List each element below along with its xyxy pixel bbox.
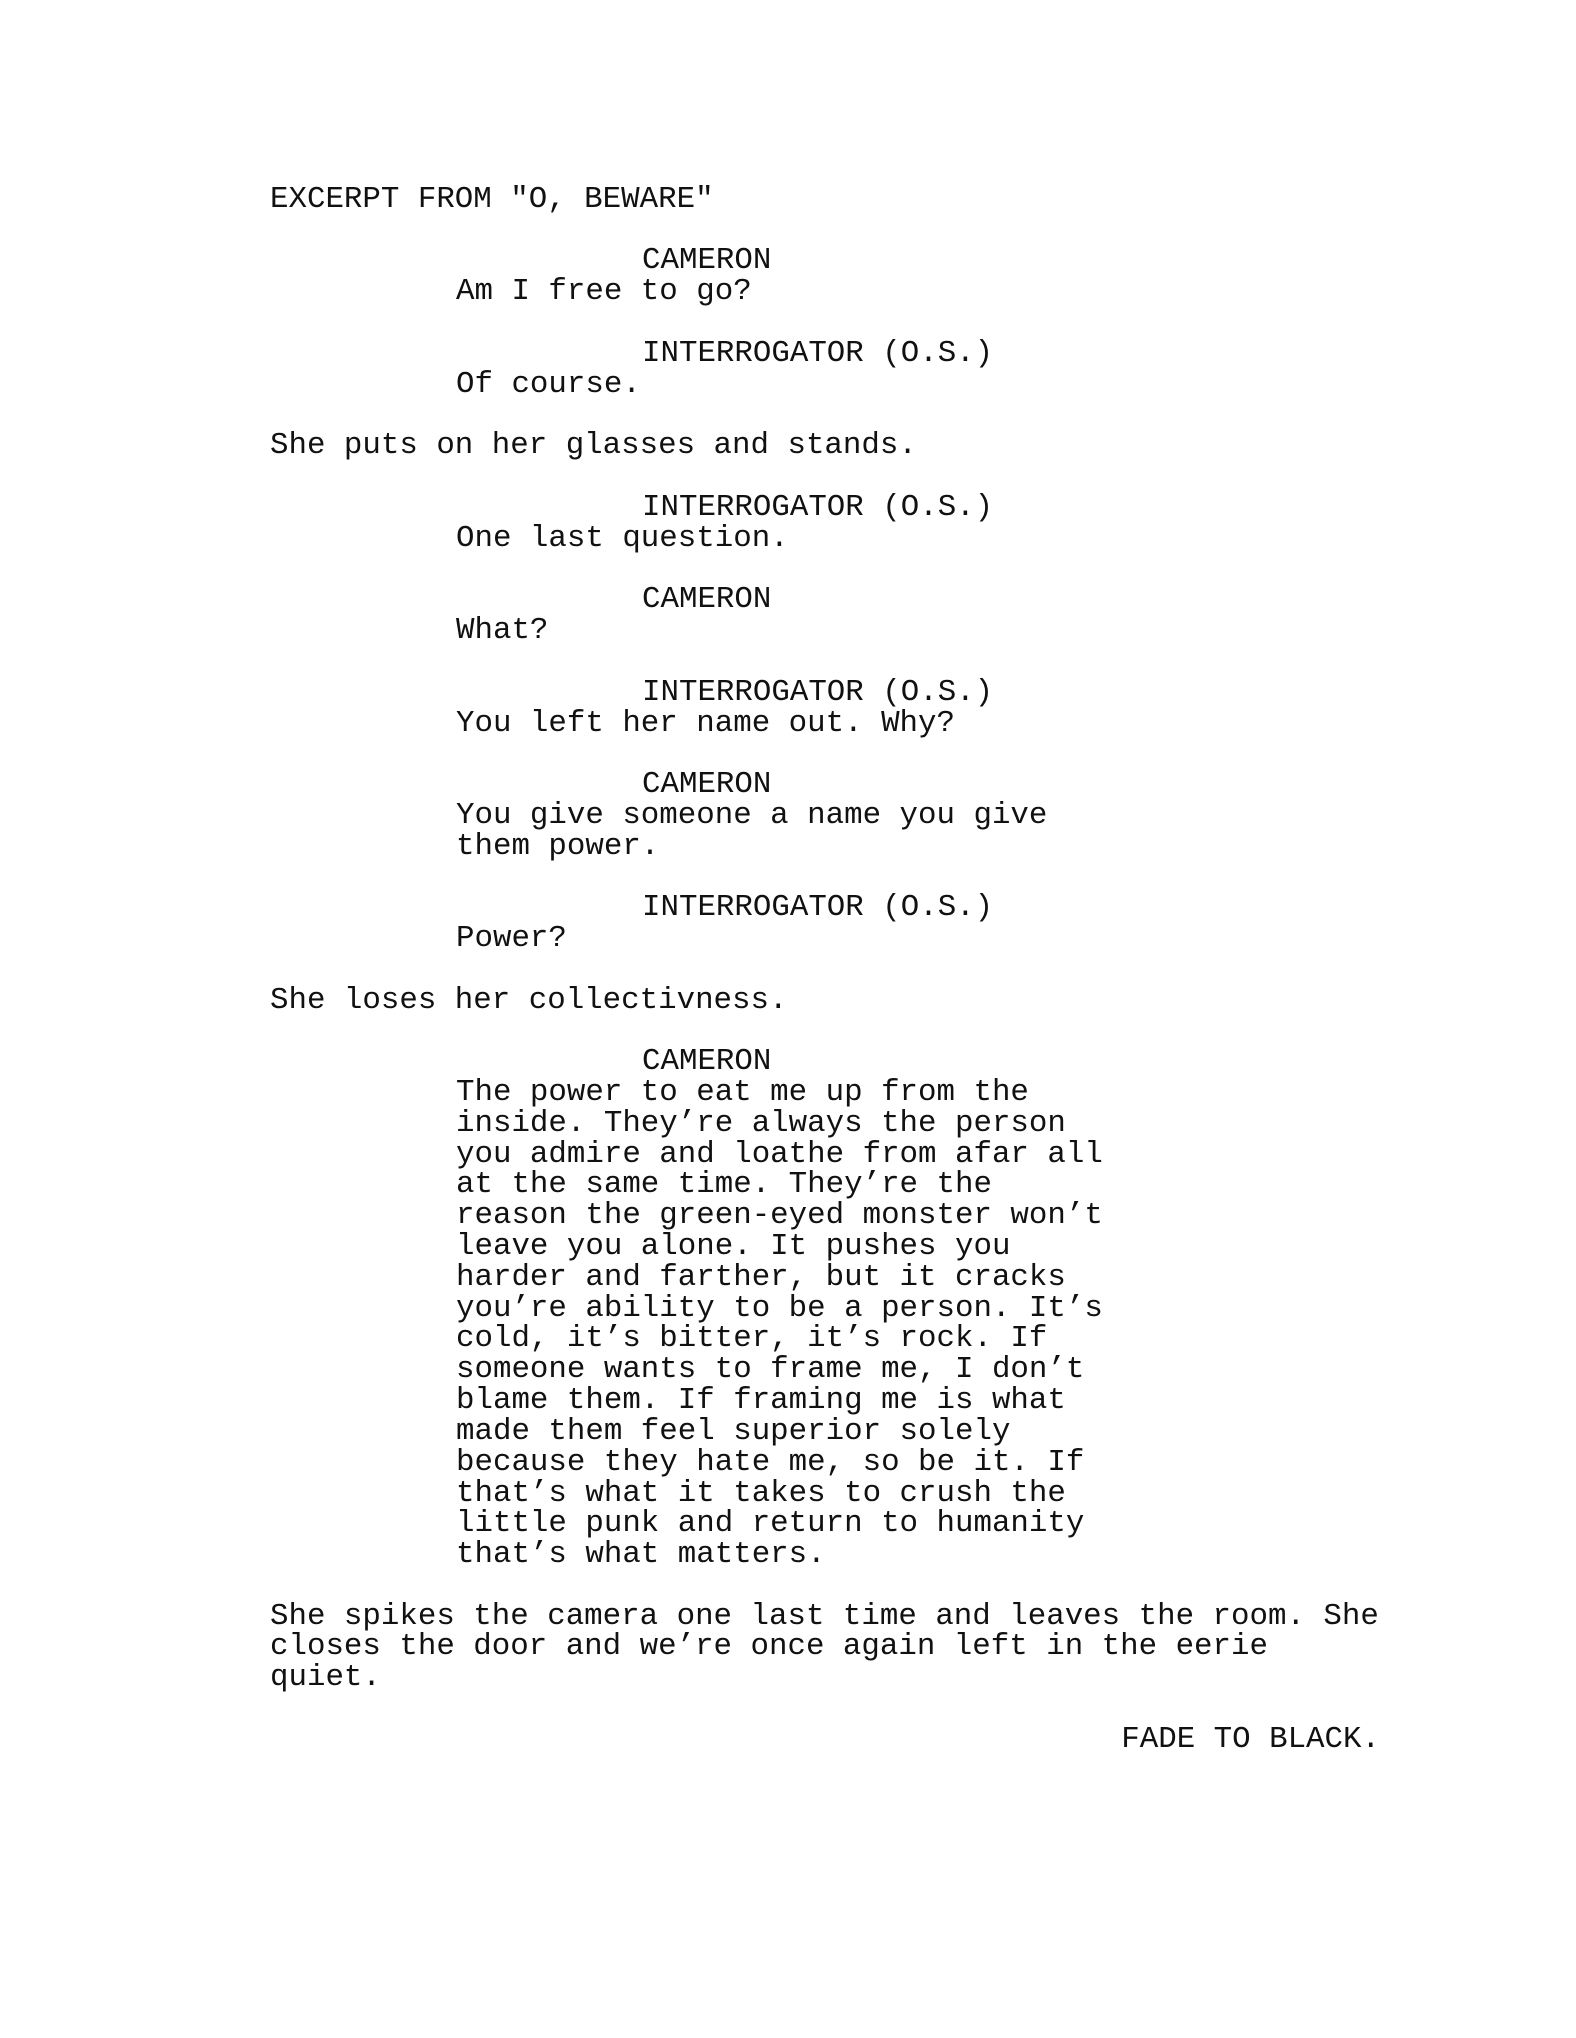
dialogue-line: Power?: [456, 921, 567, 956]
character-cue: INTERROGATOR (O.S.): [642, 336, 994, 371]
dialogue-line: at the same time. They’re the: [456, 1167, 992, 1202]
dialogue-line: that’s what it takes to crush the: [456, 1476, 1066, 1511]
action-line: quiet.: [270, 1660, 381, 1695]
dialogue-line: What?: [456, 613, 549, 648]
character-cue: CAMERON: [642, 243, 772, 278]
excerpt-title: EXCERPT FROM "O, BEWARE": [270, 182, 714, 217]
transition-line: FADE TO BLACK.: [1121, 1722, 1380, 1757]
character-cue: INTERROGATOR (O.S.): [642, 890, 994, 925]
action-line: She spikes the camera one last time and leaves the room. She: [270, 1599, 1379, 1634]
dialogue-line: blame them. If framing me is what: [456, 1383, 1066, 1418]
dialogue-line: You give someone a name you give: [456, 798, 1048, 833]
dialogue-line: you’re ability to be a person. It’s: [456, 1291, 1103, 1326]
dialogue-line: Of course.: [456, 367, 641, 402]
dialogue-line: leave you alone. It pushes you: [456, 1229, 1011, 1264]
dialogue-line: reason the green-eyed monster won’t: [456, 1198, 1103, 1233]
character-cue: INTERROGATOR (O.S.): [642, 490, 994, 525]
dialogue-line: inside. They’re always the person: [456, 1106, 1066, 1141]
dialogue-line: made them feel superior solely: [456, 1414, 1011, 1449]
dialogue-line: little punk and return to humanity: [456, 1506, 1085, 1541]
character-cue: CAMERON: [642, 582, 772, 617]
dialogue-line: that’s what matters.: [456, 1537, 826, 1572]
dialogue-line: One last question.: [456, 521, 789, 556]
action-line: She puts on her glasses and stands.: [270, 428, 917, 463]
character-cue: CAMERON: [642, 1044, 772, 1079]
action-line: She loses her collectivness.: [270, 983, 788, 1018]
dialogue-line: them power.: [456, 829, 660, 864]
dialogue-line: Am I free to go?: [456, 274, 752, 309]
dialogue-line: You left her name out. Why?: [456, 706, 955, 741]
dialogue-line: The power to eat me up from the: [456, 1075, 1029, 1110]
character-cue: CAMERON: [642, 767, 772, 802]
character-cue: INTERROGATOR (O.S.): [642, 675, 994, 710]
dialogue-line: cold, it’s bitter, it’s rock. If: [456, 1321, 1048, 1356]
dialogue-line: because they hate me, so be it. If: [456, 1445, 1085, 1480]
dialogue-line: you admire and loathe from afar all: [456, 1137, 1103, 1172]
dialogue-line: harder and farther, but it cracks: [456, 1260, 1066, 1295]
dialogue-line: someone wants to frame me, I don’t: [456, 1352, 1085, 1387]
action-line: closes the door and we’re once again left in the eerie: [270, 1629, 1268, 1664]
